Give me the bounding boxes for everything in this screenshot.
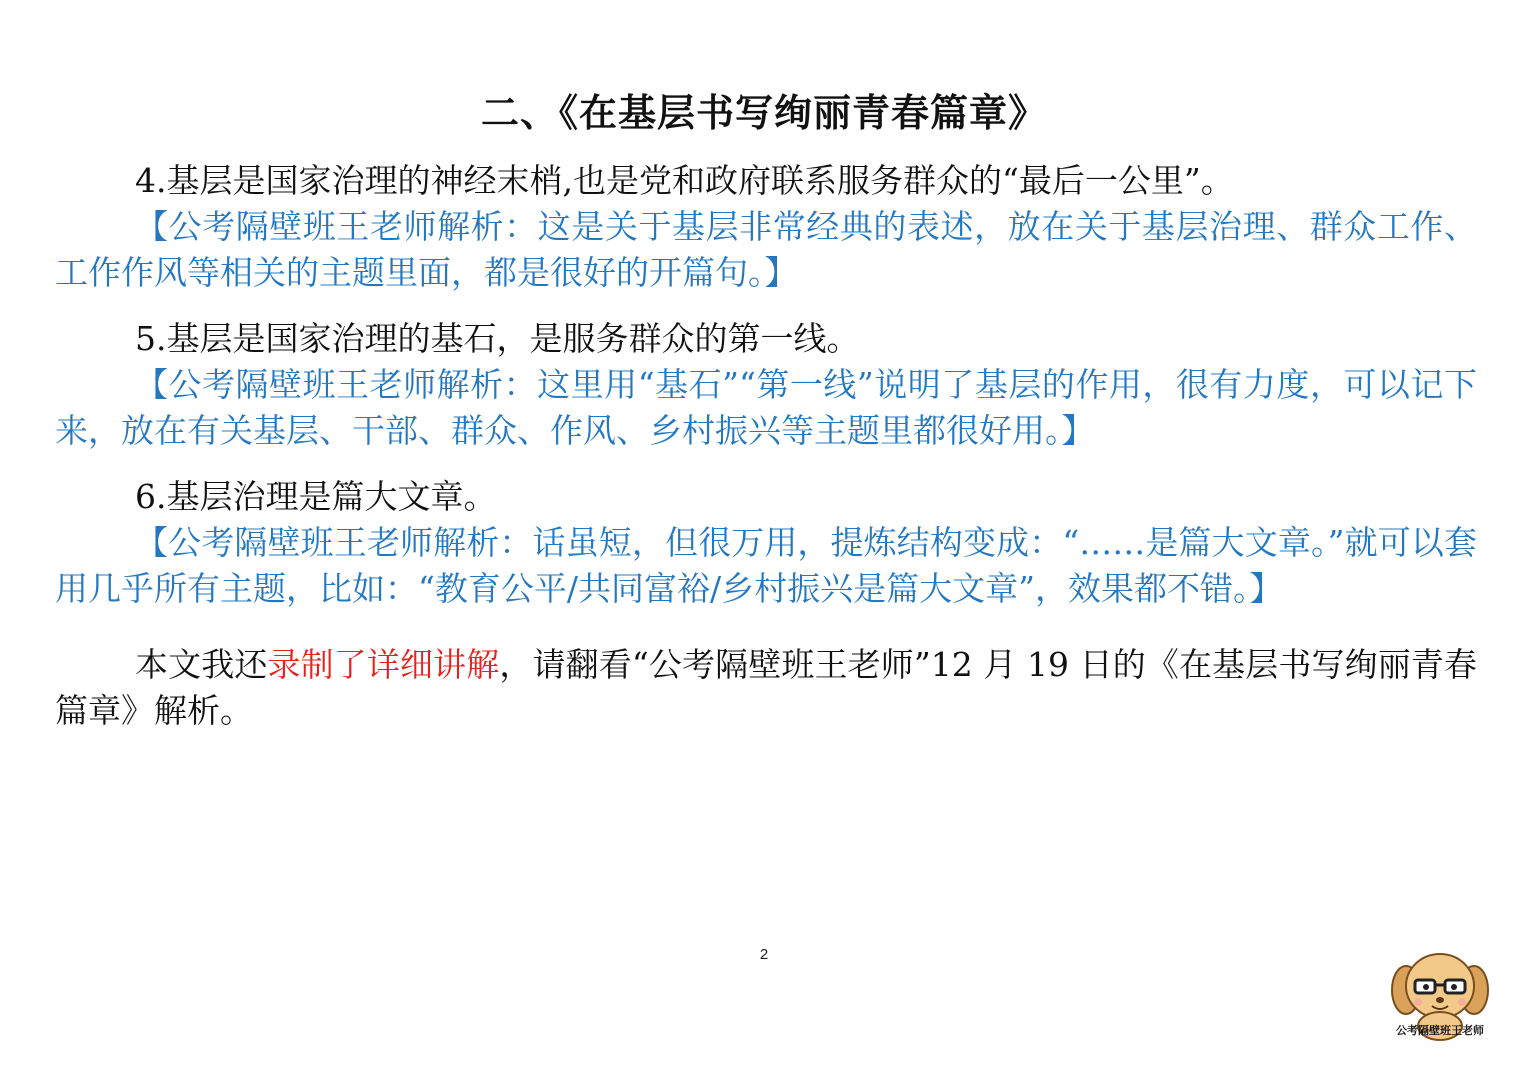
analysis-text: 【公考隔壁班王老师解析：话虽短，但很万用，提炼结构变成：“……是篇大文章。”就可以套用几乎所有主题，比如：“教育公平/共同富裕/乡村振兴是篇大文章”，效果都不错。】 (55, 523, 1477, 608)
closing-text-start: 本文我还 (135, 645, 268, 684)
page-number: 2 (759, 946, 769, 963)
list-item (55, 158, 1477, 296)
analysis-text: 【公考隔壁班王老师解析：这里用“基石”“第一线”说明了基层的作用，很有力度，可以记下来，放在有关基层、干部、群众、作风、乡村振兴等主题里都很好用。】 (55, 365, 1477, 450)
page-title: 二、《在基层书写绚丽青春篇章》 (480, 90, 1047, 135)
quote-text: 4.基层是国家治理的神经末梢,也是党和政府联系服务群众的“最后一公里”。 (135, 161, 1234, 200)
brand-label: 公考隔壁班王老师 (1396, 1024, 1484, 1037)
closing-text-end: ，请翻看“公考隔壁班王老师”12 月 19 日的《在基层书写绚丽青春篇章》解析。 (55, 645, 1478, 730)
quote-text: 5.基层是国家治理的基石，是服务群众的第一线。 (135, 319, 860, 358)
document-body (55, 158, 1477, 767)
closing-highlight: 录制了详细讲解 (267, 645, 500, 684)
closing-paragraph (55, 642, 1477, 734)
list-item (55, 474, 1477, 612)
analysis-text: 【公考隔壁班王老师解析：这是关于基层非常经典的表述，放在关于基层治理、群众工作、工作作风等相关的主题里面，都是很好的开篇句。】 (55, 207, 1477, 292)
list-item (55, 316, 1477, 454)
quote-text: 6.基层治理是篇大文章。 (135, 477, 497, 516)
